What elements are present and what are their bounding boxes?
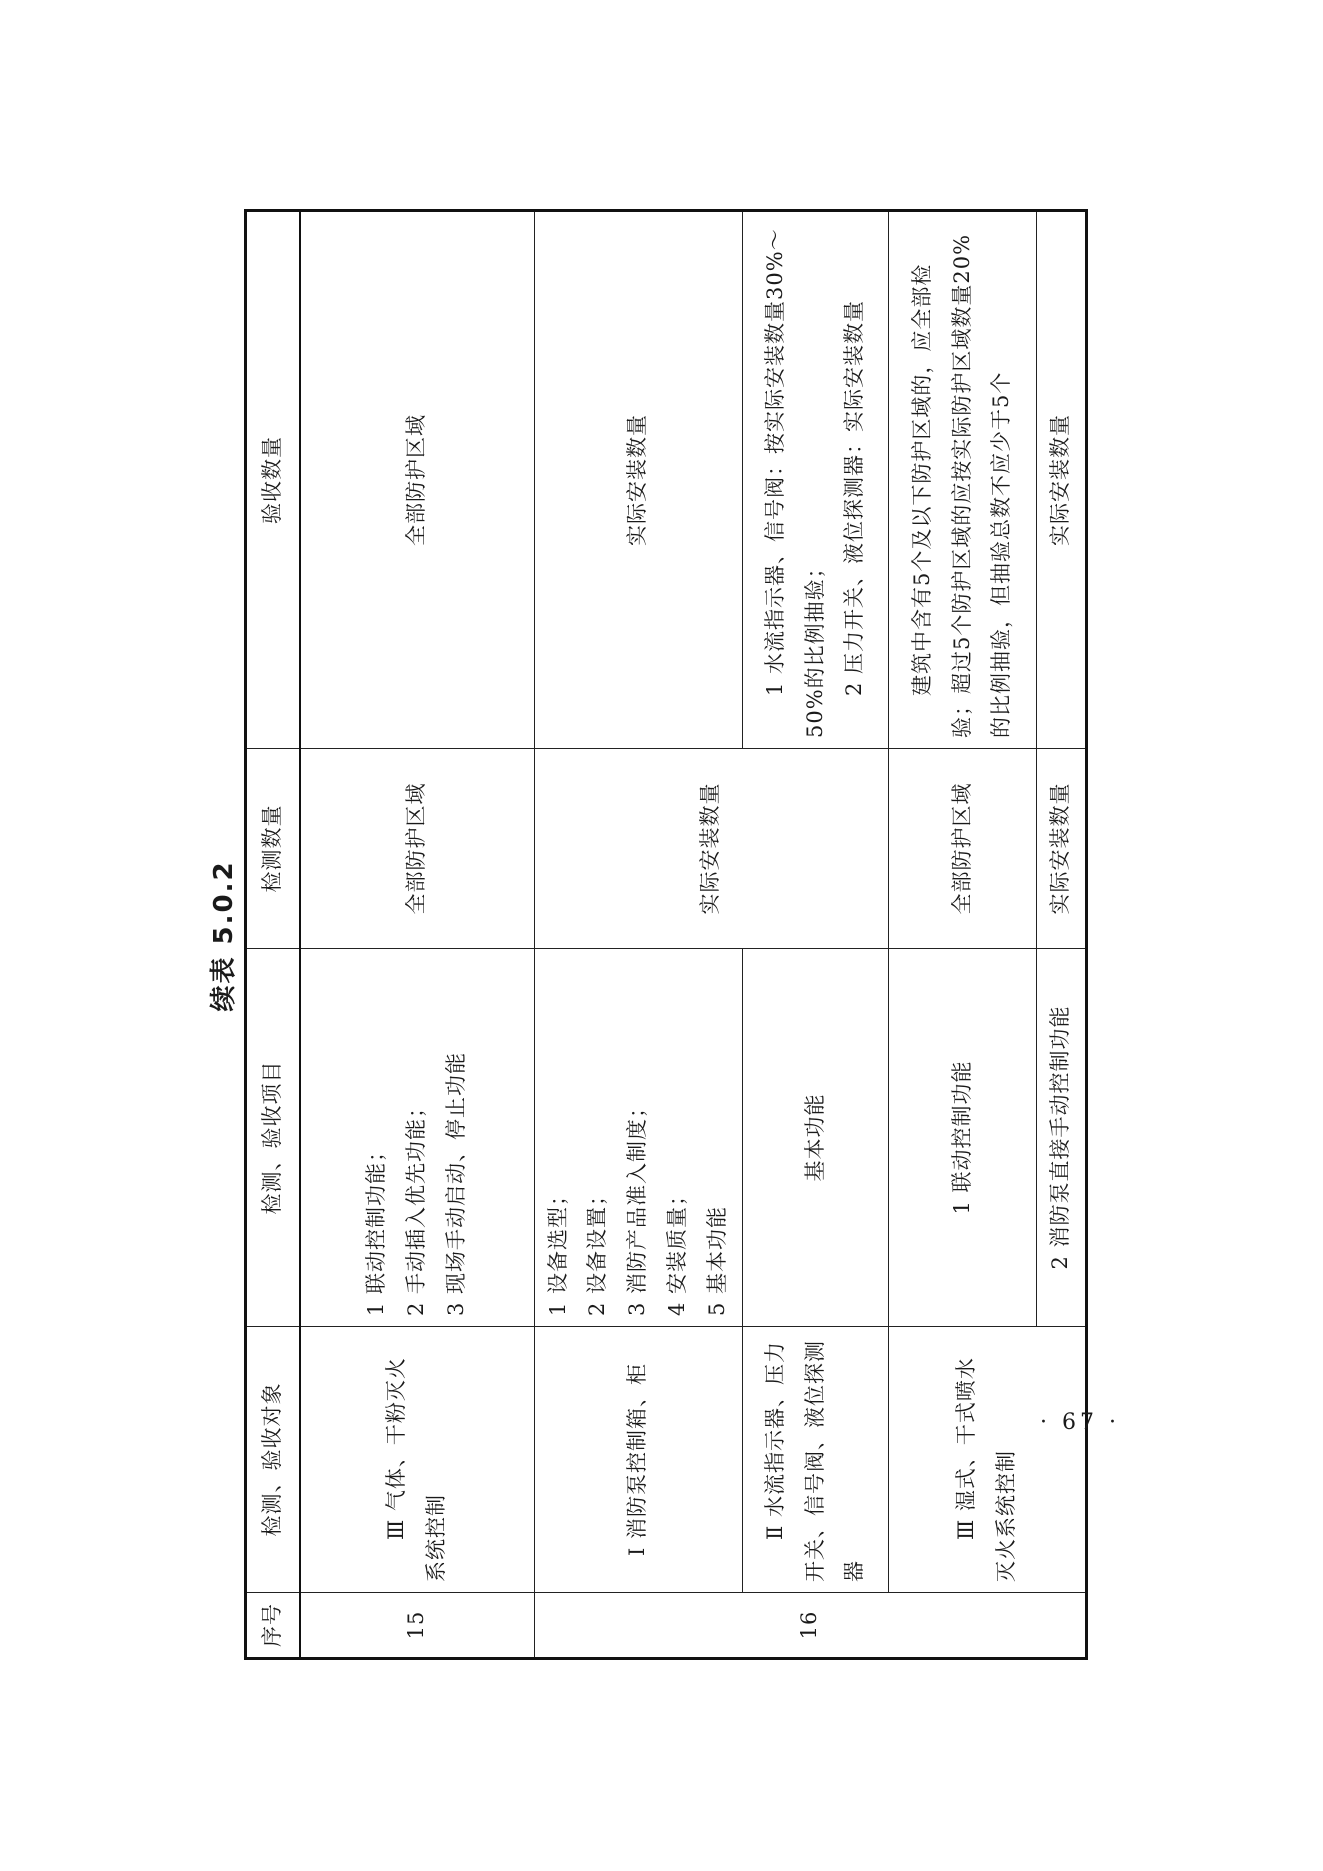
cell-accept: [742, 211, 888, 749]
cell-detect: 全部防护区域: [888, 749, 1036, 949]
page-number: · 67 ·: [1040, 1410, 1120, 1435]
cell-accept: 全部防护区域: [300, 211, 534, 749]
accept-line: 1 水流指示器、信号阀：按实际安装数量30%～50%的比例抽验；: [762, 228, 827, 738]
cell-object: Ⅲ 湿式、干式喷水灭火系统控制: [888, 1327, 1086, 1593]
cell-items: 1 联动控制功能: [888, 949, 1036, 1327]
item-line: 5 基本功能: [705, 1205, 730, 1316]
item-line: 3 现场手动启动、停止功能: [444, 1051, 469, 1316]
cell-items: [534, 949, 742, 1327]
cell-items: 基本功能: [742, 949, 888, 1327]
cell-object: Ⅱ 水流指示器、压力开关、信号阀、液位探测器: [742, 1327, 888, 1593]
item-line: 1 设备选型；: [545, 1183, 570, 1316]
rotated-page: [200, 200, 1100, 1672]
accept-line: 2 压力开关、液位探测器：实际安装数量: [842, 299, 867, 696]
header-object: 检测、验收对象: [246, 1327, 301, 1593]
table-row: [534, 211, 742, 1659]
cell-seq: 16: [534, 1593, 1086, 1659]
header-seq: 序号: [246, 1593, 301, 1659]
item-line: 2 设备设置；: [585, 1183, 610, 1316]
cell-detect: 实际安装数量: [534, 749, 888, 949]
cell-seq: 15: [300, 1593, 534, 1659]
item-line: 2 手动插入优先功能；: [404, 1095, 429, 1316]
cell-object: Ⅰ 消防泵控制箱、柜: [534, 1327, 742, 1593]
cell-accept: 实际安装数量: [534, 211, 742, 749]
header-accept-quantity: 验收数量: [246, 211, 301, 749]
table-row: [300, 211, 534, 1659]
cell-accept: 实际安装数量: [1036, 211, 1086, 749]
cell-object: Ⅲ 气体、干粉灭火系统控制: [300, 1327, 534, 1593]
cell-items: 2 消防泵直接手动控制功能: [1036, 949, 1086, 1327]
item-line: 3 消防产品准入制度；: [625, 1095, 650, 1316]
table-header-row: [246, 211, 301, 1659]
table-caption: 续表 5.0.2: [209, 860, 239, 1012]
cell-accept: 建筑中含有5个及以下防护区域的，应全部检验；超过5个防护区域的应按实际防护区域数量20%的比例抽验，但抽验总数不应少于5个: [888, 211, 1036, 749]
table-row: [888, 211, 1036, 1659]
cell-detect: 实际安装数量: [1036, 749, 1086, 949]
header-item: 检测、验收项目: [246, 949, 301, 1327]
cell-items: [300, 949, 534, 1327]
cell-detect: 全部防护区域: [300, 749, 534, 949]
item-line: 1 联动控制功能；: [364, 1139, 389, 1316]
item-line: 4 安装质量；: [665, 1183, 690, 1316]
header-detect-quantity: 检测数量: [246, 749, 301, 949]
acceptance-table: [244, 209, 1088, 1660]
